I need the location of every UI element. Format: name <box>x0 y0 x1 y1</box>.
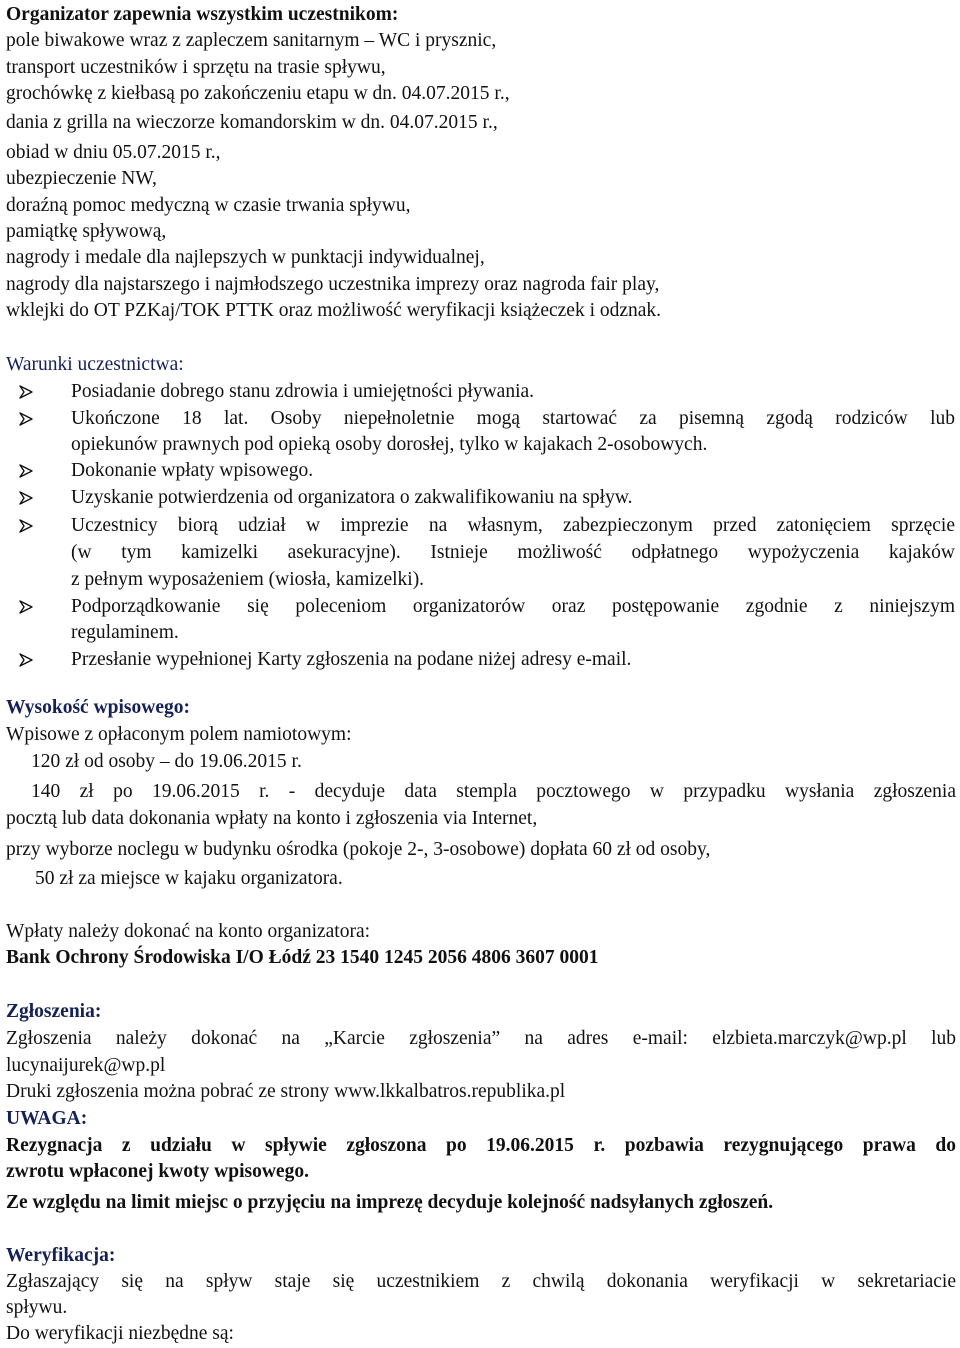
condition-item-continuation: (w tym kamizelki asekuracyjne). Istnieje możliwość odpłatnego wypożyczenia kajaków <box>71 542 955 563</box>
fee-intro: Wpisowe z opłaconym polem namiotowym: <box>6 724 352 745</box>
arrow-bullet-icon <box>19 485 55 505</box>
condition-item-continuation: regulaminem. <box>71 622 179 643</box>
conditions-heading: Warunki uczestnictwa: <box>6 354 184 375</box>
condition-item-continuation: opiekunów prawnych pod opieką osoby dorosłej, tylko w kajakach 2-osobowych. <box>71 434 708 455</box>
verification-heading: Weryfikacja: <box>6 1245 116 1266</box>
fee-line: przy wyborze noclegu w budynku ośrodka (pokoje 2-, 3-osobowe) dopłata 60 zł od osoby, <box>6 839 711 860</box>
note-line: zwrotu wpłaconej kwoty wpisowego. <box>6 1161 309 1182</box>
condition-item-continuation: z pełnym wyposażeniem (wiosła, kamizelki). <box>71 569 425 590</box>
organizer-item: ubezpieczenie NW, <box>6 168 157 189</box>
applications-heading: Zgłoszenia: <box>6 1001 102 1022</box>
arrow-bullet-icon <box>19 379 55 399</box>
fee-line: 140 zł po 19.06.2015 r. - decyduje data stempla pocztowego w przypadku wysłania zgłoszenia <box>31 781 956 802</box>
condition-item: Dokonanie wpłaty wpisowego. <box>71 460 314 481</box>
arrow-bullet-icon <box>19 647 55 667</box>
organizer-item: nagrody i medale dla najlepszych w punktacji indywidualnej, <box>6 247 485 268</box>
organizer-heading: Organizator zapewnia wszystkim uczestnikom: <box>6 4 399 25</box>
organizer-item: doraźną pomoc medyczną w czasie trwania spływu, <box>6 195 411 216</box>
fee-heading: Wysokość wpisowego: <box>6 697 190 718</box>
fee-line: 50 zł za miejsce w kajaku organizatora. <box>35 868 343 889</box>
arrow-bullet-icon <box>19 594 55 614</box>
fee-line: 120 zł od osoby – do 19.06.2015 r. <box>31 751 302 772</box>
applications-line: Zgłoszenia należy dokonać na „Karcie zgłoszenia” na adres e-mail: elzbieta.marczyk@wp.pl lub <box>6 1028 956 1049</box>
applications-line: Druki zgłoszenia można pobrać ze strony www.lkkalbatros.republika.pl <box>6 1081 566 1102</box>
organizer-item: grochówkę z kiełbasą po zakończeniu etapu w dn. 04.07.2015 r., <box>6 83 510 104</box>
condition-item: Przesłanie wypełnionej Karty zgłoszenia na podane niżej adresy e-mail. <box>71 649 632 670</box>
condition-item: Podporządkowanie się poleceniom organizatorów oraz postępowanie zgodnie z niniejszym <box>71 596 955 617</box>
organizer-item: nagrody dla najstarszego i najmłodszego uczestnika imprezy oraz nagroda fair play, <box>6 274 660 295</box>
organizer-item: transport uczestników i sprzętu na trasie spływu, <box>6 57 386 78</box>
payment-intro: Wpłaty należy dokonać na konto organizatora: <box>6 921 371 942</box>
organizer-item: obiad w dniu 05.07.2015 r., <box>6 142 221 163</box>
bank-account: Bank Ochrony Środowiska I/O Łódź 23 1540 1245 2056 4806 3607 0001 <box>6 947 599 968</box>
arrow-bullet-icon <box>19 406 55 426</box>
fee-line: pocztą lub data dokonania wpłaty na konto i zgłoszenia via Internet, <box>6 808 538 829</box>
applications-email: lucynaijurek@wp.pl <box>6 1055 166 1076</box>
organizer-item: pamiątkę spływową, <box>6 221 167 242</box>
note-line: Rezygnacja z udziału w spływie zgłoszona po 19.06.2015 r. pozbawia rezygnującego prawa do <box>6 1135 956 1156</box>
organizer-item: pole biwakowe wraz z zapleczem sanitarnym – WC i prysznic, <box>6 30 497 51</box>
organizer-item: dania z grilla na wieczorze komandorskim w dn. 04.07.2015 r., <box>6 112 498 133</box>
note-line: Ze względu na limit miejsc o przyjęciu na imprezę decyduje kolejność nadsyłanych zgłoszeń. <box>6 1192 774 1213</box>
condition-item: Ukończone 18 lat. Osoby niepełnoletnie mogą startować za pisemną zgodą rodziców lub <box>71 408 955 429</box>
arrow-bullet-icon <box>19 513 55 533</box>
condition-item: Uczestnicy biorą udział w imprezie na własnym, zabezpieczonym przed zatonięciem sprzęcie <box>71 515 955 536</box>
arrow-bullet-icon <box>19 458 55 478</box>
condition-item: Posiadanie dobrego stanu zdrowia i umiejętności pływania. <box>71 381 535 402</box>
note-heading: UWAGA: <box>6 1108 88 1129</box>
condition-item: Uzyskanie potwierdzenia od organizatora o zakwalifikowaniu na spływ. <box>71 487 633 508</box>
verification-line: spływu. <box>6 1297 68 1318</box>
verification-line: Do weryfikacji niezbędne są: <box>6 1323 234 1344</box>
verification-line: Zgłaszający się na spływ staje się uczestnikiem z chwilą dokonania weryfikacji w sekretariacie <box>6 1271 956 1292</box>
organizer-item: wklejki do OT PZKaj/TOK PTTK oraz możliwość weryfikacji książeczek i odznak. <box>6 300 662 321</box>
